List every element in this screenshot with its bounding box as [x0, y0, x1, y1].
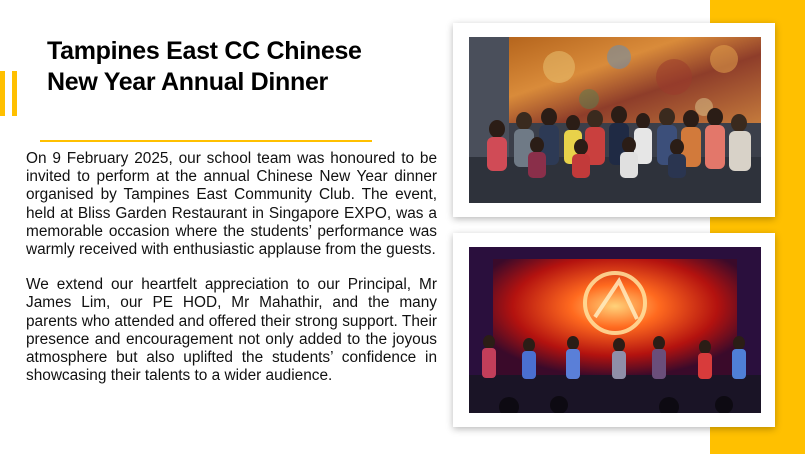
body-text [26, 150, 437, 402]
accent-left-bar [0, 71, 5, 116]
performance-photo [469, 247, 761, 413]
group-photo-frame [453, 23, 775, 217]
title-divider [40, 140, 372, 142]
paragraph-appreciation: We extend our heartfelt appreciation to our Principal, Mr James Lim, our PE HOD, Mr Mahathir, and the many parents who attended and offered their strong support. Their presence and encouragement not only added to the joyous atmosphere but also uplifted the students’ confidence in showcasing their talents to a wider audience. [26, 276, 437, 385]
paragraph-event: On 9 February 2025, our school team was honoured to be invited to perform at the annual Chinese New Year dinner organised by Tampines East Community Club. The event, held at Bliss Garden Restaurant in Singapore EXPO, was a memorable occasion where the students’ performance was warmly received with enthusiastic applause from the guests. [26, 150, 437, 259]
slide-title: Tampines East CC Chinese New Year Annual Dinner [47, 37, 362, 96]
performance-photo-frame [453, 233, 775, 427]
accent-left-bar [12, 71, 17, 116]
group-photo [469, 37, 761, 203]
